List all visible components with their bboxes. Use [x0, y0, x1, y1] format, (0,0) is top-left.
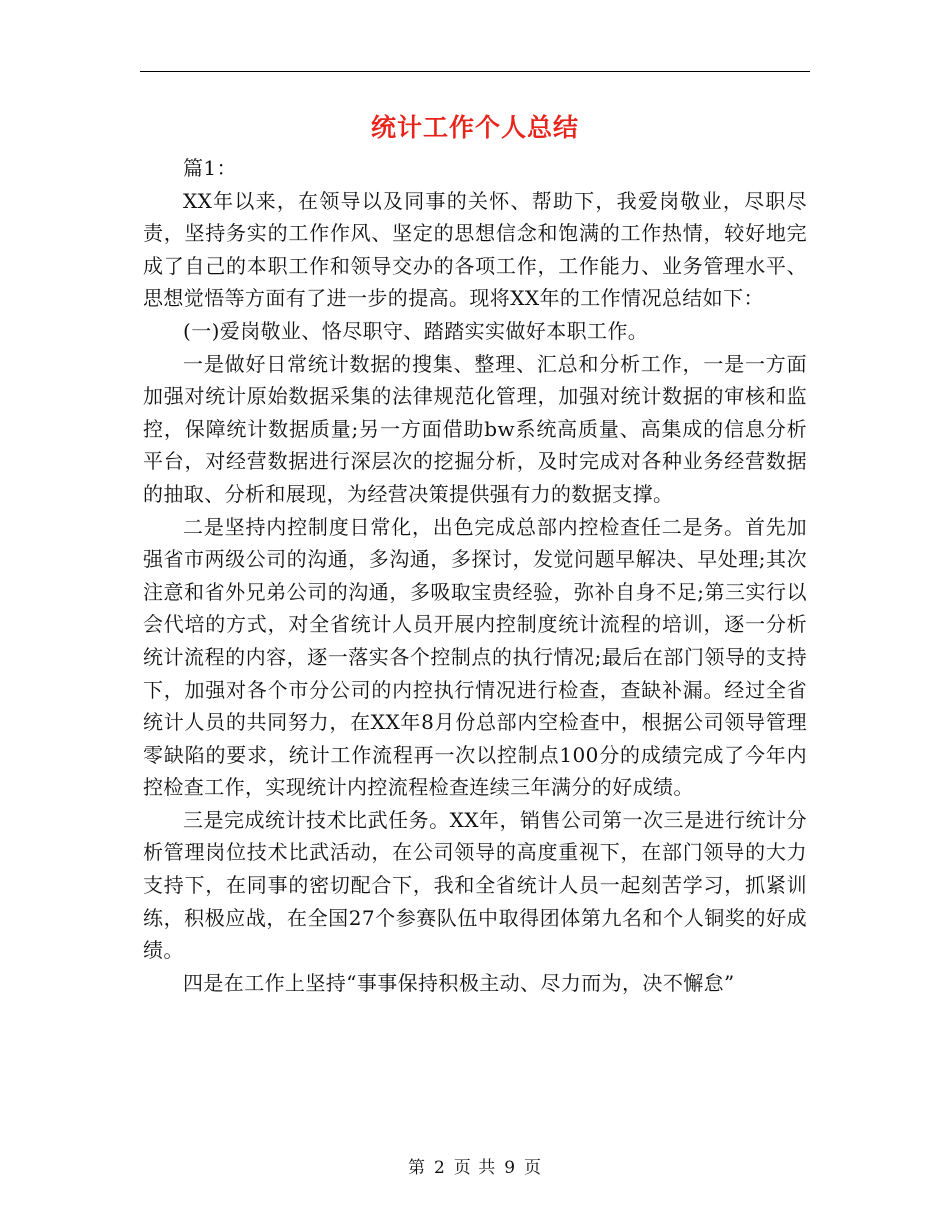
paragraph-item-3: 三是完成统计技术比武任务。XX年，销售公司第一次三是进行统计分析管理岗位技术比武活动，在公司领导的高度重视下，在部门领导的大力支持下，在同事的密切配合下，我和全省统计人员一起刻苦学习，抓紧训练，积极应战，在全国27个参赛队伍中取得团体第九名和个人铜奖的好成绩。	[143, 807, 807, 963]
paragraph-item-1: 一是做好日常统计数据的搜集、整理、汇总和分析工作，一是一方面加强对统计原始数据采集的法律规范化管理，加强对统计数据的审核和监控，保障统计数据质量;另一方面借助bw系统高质量、高集成的信息分析平台，对经营数据进行深层次的挖掘分析，及时完成对各种业务经营数据的抽取、分析和展现，为经营决策提供强有力的数据支撑。	[143, 351, 807, 506]
total-pages-number: 9	[504, 1158, 517, 1178]
current-page-number: 2	[433, 1158, 446, 1178]
page-number-footer	[0, 1153, 950, 1178]
footer-middle: 页 共	[453, 1158, 497, 1178]
document-body	[143, 152, 807, 999]
footer-suffix: 页	[524, 1158, 543, 1178]
paragraph-subheading: (一)爱岗敬业、恪尽职守、踏踏实实做好本职工作。	[183, 318, 649, 343]
footer-prefix: 第	[407, 1158, 426, 1178]
paragraph-item-4: 四是在工作上坚持“事事保持积极主动、尽力而为，决不懈怠”	[183, 970, 735, 995]
section-heading: 篇1：	[183, 156, 237, 180]
paragraph-intro: XX年以来，在领导以及同事的关怀、帮助下，我爱岗敬业，尽职尽责，坚持务实的工作作风、坚定的思想信念和饱满的工作热情，较好地完成了自己的本职工作和领导交办的各项工作，工作能力、业务管理水平、思想觉悟等方面有了进一步的提高。现将XX年的工作情况总结如下：	[143, 188, 807, 311]
paragraph-item-2: 二是坚持内控制度日常化，出色完成总部内控检查任二是务。首先加强省市两级公司的沟通，多沟通，多探讨，发觉问题早解决、早处理;其次注意和省外兄弟公司的沟通，多吸取宝贵经验，弥补自身不足;第三实行以会代培的方式，对全省统计人员开展内控制度统计流程的培训，逐一分析统计流程的内容，逐一落实各个控制点的执行情况;最后在部门领导的支持下，加强对各个市分公司的内控执行情况进行检查，查缺补漏。经过全省统计人员的共同努力，在XX年8月份总部内空检查中，根据公司领导管理零缺陷的要求，统计工作流程再一次以控制点100分的成绩完成了今年内控检查工作，实现统计内控流程检查连续三年满分的好成绩。	[143, 514, 807, 800]
header-rule	[140, 71, 810, 72]
document-title: 统计工作个人总结	[370, 113, 579, 142]
